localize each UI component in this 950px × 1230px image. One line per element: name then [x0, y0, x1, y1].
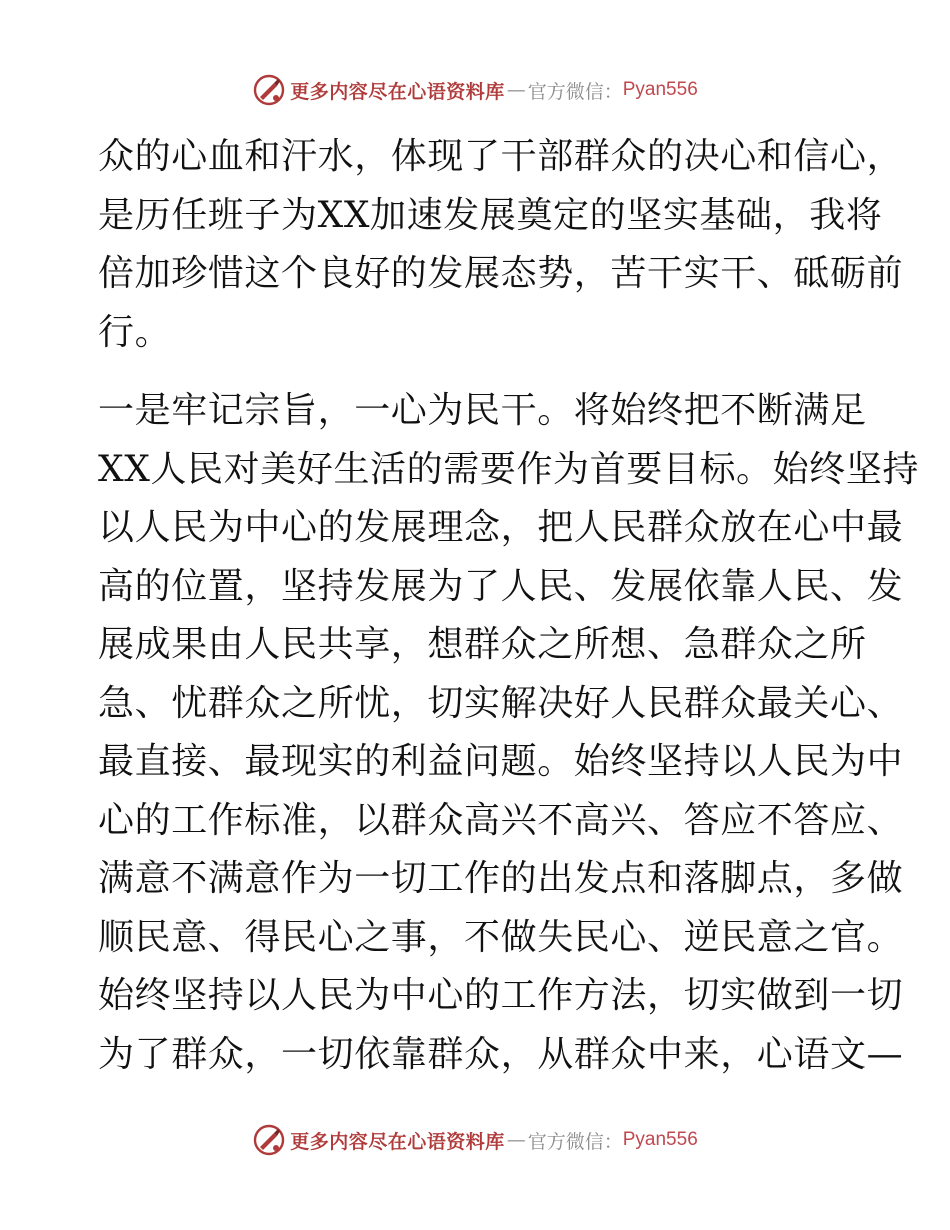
text-line: 高的位置，坚持发展为了人民、发展依靠人民、发: [98, 565, 904, 607]
banner-main-text: 更多内容尽在心语资料库: [290, 1130, 505, 1153]
text-line: 满意不满意作为一切工作的出发点和落脚点，多做: [98, 858, 904, 899]
text-line: 顺民意、得民心之事，不做失民心、逆民意之官。: [98, 916, 904, 958]
footer-watermark-banner: [0, 1120, 950, 1160]
banner-separator: —: [506, 1129, 526, 1151]
banner-wechat-id: Pyan556: [622, 79, 698, 100]
pen-logo-icon: [252, 1123, 286, 1157]
text-line: 是历任班子为XX加速发展奠定的坚实基础，我将: [98, 194, 883, 236]
paragraph-2: [98, 382, 920, 1084]
text-line: 为了群众，一切依靠群众，从群众中来，心语文—: [98, 1033, 904, 1075]
text-line: 行。: [98, 311, 172, 353]
document-body: [98, 128, 920, 1084]
text-line: 倍加珍惜这个良好的发展态势，苦干实干、砥砺前: [98, 253, 904, 294]
text-line: XX人民对美好生活的需要作为首要目标。始终坚持: [98, 448, 920, 490]
banner-wechat-label: 官方微信：: [527, 1130, 623, 1153]
text-line: 始终坚持以人民为中心的工作方法，切实做到一切: [98, 975, 904, 1016]
text-line: 一是牢记宗旨，一心为民干。将始终把不断满足: [98, 390, 867, 431]
paragraph-gap: [98, 362, 858, 382]
text-line: 最直接、最现实的利益问题。始终坚持以人民为中: [98, 741, 904, 782]
banner-wechat-id: Pyan556: [622, 1129, 698, 1150]
banner-main-text: 更多内容尽在心语资料库: [290, 80, 505, 103]
pen-logo-icon: [252, 73, 286, 107]
header-watermark-banner: [0, 70, 950, 110]
banner-wechat-label: 官方微信：: [527, 80, 623, 103]
banner-separator: —: [506, 79, 526, 101]
text-line: 众的心血和汗水，体现了干部群众的决心和信心，: [98, 136, 904, 177]
text-line: 展成果由人民共享，想群众之所想、急群众之所: [98, 624, 867, 665]
paragraph-1: [98, 128, 904, 362]
text-line: 心的工作标准，以群众高兴不高兴、答应不答应、: [98, 799, 904, 841]
text-line: 急、忧群众之所忧，切实解决好人民群众最关心、: [98, 682, 904, 724]
text-line: 以人民为中心的发展理念，把人民群众放在心中最: [98, 507, 904, 548]
